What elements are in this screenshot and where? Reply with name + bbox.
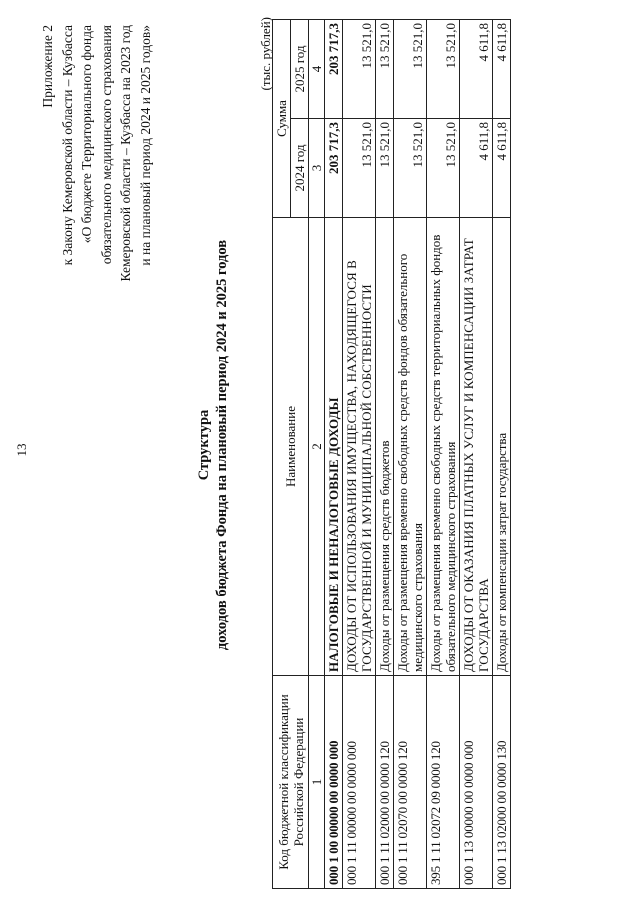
table-row [325, 20, 343, 889]
row-value-2024: 13 521,0 [343, 119, 376, 218]
row-code: 000 1 13 00000 00 0000 000 [460, 676, 493, 889]
row-value-2024: 4 611,8 [460, 119, 493, 218]
table-row [343, 20, 376, 889]
row-value-2024: 13 521,0 [376, 119, 394, 218]
row-name: Доходы от компенсации затрат государства [493, 218, 511, 676]
appendix-line: Приложение 2 [40, 25, 55, 108]
table-row [394, 20, 427, 889]
row-name: Доходы от размещения временно свободных средств территориальных фондов обязательного медицинского страхования [427, 218, 460, 676]
column-number: 1 [309, 676, 325, 889]
row-value-2024: 203 717,3 [325, 119, 343, 218]
row-code: 000 1 11 02000 00 0000 120 [376, 676, 394, 889]
title-line-1: Структура [196, 409, 212, 481]
table-row [493, 20, 511, 889]
row-value-2025: 13 521,0 [343, 20, 376, 119]
row-value-2024: 4 611,8 [493, 119, 511, 218]
row-code: 000 1 13 02000 00 0000 130 [493, 676, 511, 889]
header-name: Наименование [273, 218, 309, 676]
appendix-line: Кемеровской области – Кузбасса на 2023 год [118, 25, 133, 282]
row-name: Доходы от размещения средств бюджетов [376, 218, 394, 676]
row-code: 000 1 11 02070 00 0000 120 [394, 676, 427, 889]
header-sum: Сумма [273, 20, 291, 218]
column-number: 2 [309, 218, 325, 676]
row-value-2024: 13 521,0 [394, 119, 427, 218]
appendix-line: и на плановый период 2024 и 2025 годов» [137, 25, 153, 266]
row-value-2025: 13 521,0 [427, 20, 460, 119]
page-number: 13 [14, 443, 29, 457]
row-code: 000 1 11 00000 00 0000 000 [343, 676, 376, 889]
row-value-2025: 203 717,3 [325, 20, 343, 119]
appendix-line: к Закону Кемеровской области – Кузбасса [59, 25, 75, 266]
table-row [376, 20, 394, 889]
row-name: НАЛОГОВЫЕ И НЕНАЛОГОВЫЕ ДОХОДЫ [325, 218, 343, 676]
row-name: ДОХОДЫ ОТ ИСПОЛЬЗОВАНИЯ ИМУЩЕСТВА, НАХОДЯЩЕГОСЯ В ГОСУДАРСТВЕННОЙ И МУНИЦИПАЛЬНОЙ СОБСТВЕННОСТИ [343, 218, 376, 676]
appendix-line: «О бюджете Территориального фонда [79, 25, 94, 244]
row-name: ДОХОДЫ ОТ ОКАЗАНИЯ ПЛАТНЫХ УСЛУГ И КОМПЕНСАЦИИ ЗАТРАТ ГОСУДАРСТВА [460, 218, 493, 676]
row-code: 000 1 00 00000 00 0000 000 [325, 676, 343, 889]
row-value-2025: 13 521,0 [376, 20, 394, 119]
column-number: 4 [309, 20, 325, 119]
row-value-2025: 4 611,8 [460, 20, 493, 119]
row-value-2024: 13 521,0 [427, 119, 460, 218]
units-label: (тыс. рублей) [258, 17, 273, 91]
header-year-2025: 2025 год [291, 20, 309, 119]
header-year-2024: 2024 год [291, 119, 309, 218]
row-value-2025: 4 611,8 [493, 20, 511, 119]
table-row [460, 20, 493, 889]
revenue-table [272, 19, 511, 889]
row-code: 395 1 11 02072 09 0000 120 [427, 676, 460, 889]
document-title [195, 125, 231, 765]
table-row [427, 20, 460, 889]
header-code: Код бюджетной классификации Российской Федерации [273, 676, 309, 889]
row-value-2025: 13 521,0 [394, 20, 427, 119]
row-name: Доходы от размещения временно свободных средств фондов обязательного медицинского страхования [394, 218, 427, 676]
column-number: 3 [309, 119, 325, 218]
appendix-header [38, 25, 155, 345]
title-line-2: доходов бюджета Фонда на плановый период 2024 и 2025 годов [214, 239, 230, 651]
appendix-line: обязательного медицинского страхования [98, 25, 114, 265]
